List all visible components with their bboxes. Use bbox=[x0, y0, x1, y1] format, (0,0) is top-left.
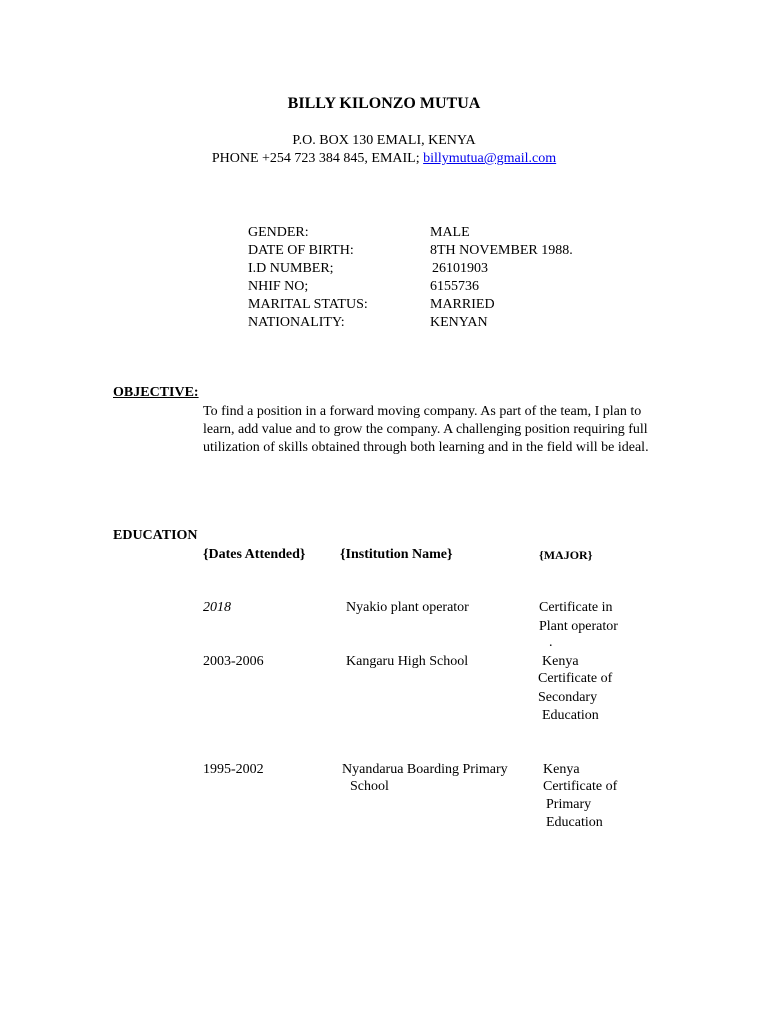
education-major: Kenya bbox=[543, 762, 580, 777]
detail-value: 26101903 bbox=[432, 261, 488, 276]
detail-value: MARRIED bbox=[430, 297, 495, 312]
objective-text: To find a position in a forward moving company. As part of the team, I plan to learn, add value and to grow the company. A challenging position requiring full utilization of skills obtained through both learning and in the field will be ideal. bbox=[203, 404, 649, 455]
education-institution: Nyandarua Boarding Primary bbox=[342, 762, 508, 777]
detail-row-id-number bbox=[248, 260, 648, 278]
postal-address: P.O. BOX 130 EMALI, KENYA bbox=[292, 133, 476, 148]
column-header-dates: {Dates Attended} bbox=[203, 547, 306, 562]
email-link[interactable]: billymutua@gmail.com bbox=[423, 151, 557, 166]
education-major: Kenya bbox=[542, 654, 579, 669]
education-major: Primary bbox=[546, 797, 592, 812]
detail-row-marital-status bbox=[248, 296, 648, 314]
education-dates: 1995-2002 bbox=[203, 762, 264, 777]
detail-value: 8TH NOVEMBER 1988. bbox=[430, 243, 573, 258]
detail-value: 6155736 bbox=[430, 279, 479, 294]
detail-label: GENDER: bbox=[248, 225, 309, 240]
education-major: Certificate in bbox=[539, 600, 613, 615]
detail-label: DATE OF BIRTH: bbox=[248, 243, 354, 258]
education-institution: Nyakio plant operator bbox=[346, 600, 469, 615]
personal-details bbox=[248, 224, 648, 332]
education-major: Certificate of bbox=[538, 671, 613, 686]
education-dates: 2018 bbox=[203, 600, 231, 615]
column-header-major: {MAJOR} bbox=[539, 548, 593, 562]
education-major: Education bbox=[546, 815, 603, 830]
education-institution: School bbox=[350, 779, 389, 794]
education-major: Education bbox=[542, 708, 599, 723]
detail-row-date-of-birth bbox=[248, 242, 648, 260]
education-major: Plant operator bbox=[539, 619, 618, 634]
detail-row-nationality bbox=[248, 314, 648, 332]
detail-label: I.D NUMBER; bbox=[248, 261, 334, 276]
detail-value: MALE bbox=[430, 225, 470, 240]
phone-and-email-label: PHONE +254 723 384 845, EMAIL; bbox=[211, 151, 424, 166]
detail-row-nhif bbox=[248, 278, 648, 296]
column-header-institution: {Institution Name} bbox=[340, 547, 453, 562]
education-dates: 2003-2006 bbox=[203, 654, 264, 669]
resume-name: BILLY KILONZO MUTUA bbox=[287, 95, 481, 112]
detail-label: NHIF NO; bbox=[248, 279, 309, 294]
education-major: . bbox=[549, 635, 553, 650]
education-heading: EDUCATION bbox=[113, 528, 198, 543]
education-institution: Kangaru High School bbox=[346, 654, 469, 669]
objective-heading: OBJECTIVE: bbox=[113, 385, 199, 400]
detail-label: MARITAL STATUS: bbox=[248, 297, 368, 312]
contact-line bbox=[0, 150, 768, 168]
detail-value: KENYAN bbox=[430, 315, 488, 330]
detail-row-gender bbox=[248, 224, 648, 242]
education-major: Certificate of bbox=[543, 779, 618, 794]
education-major: Secondary bbox=[538, 690, 598, 705]
detail-label: NATIONALITY: bbox=[248, 315, 345, 330]
